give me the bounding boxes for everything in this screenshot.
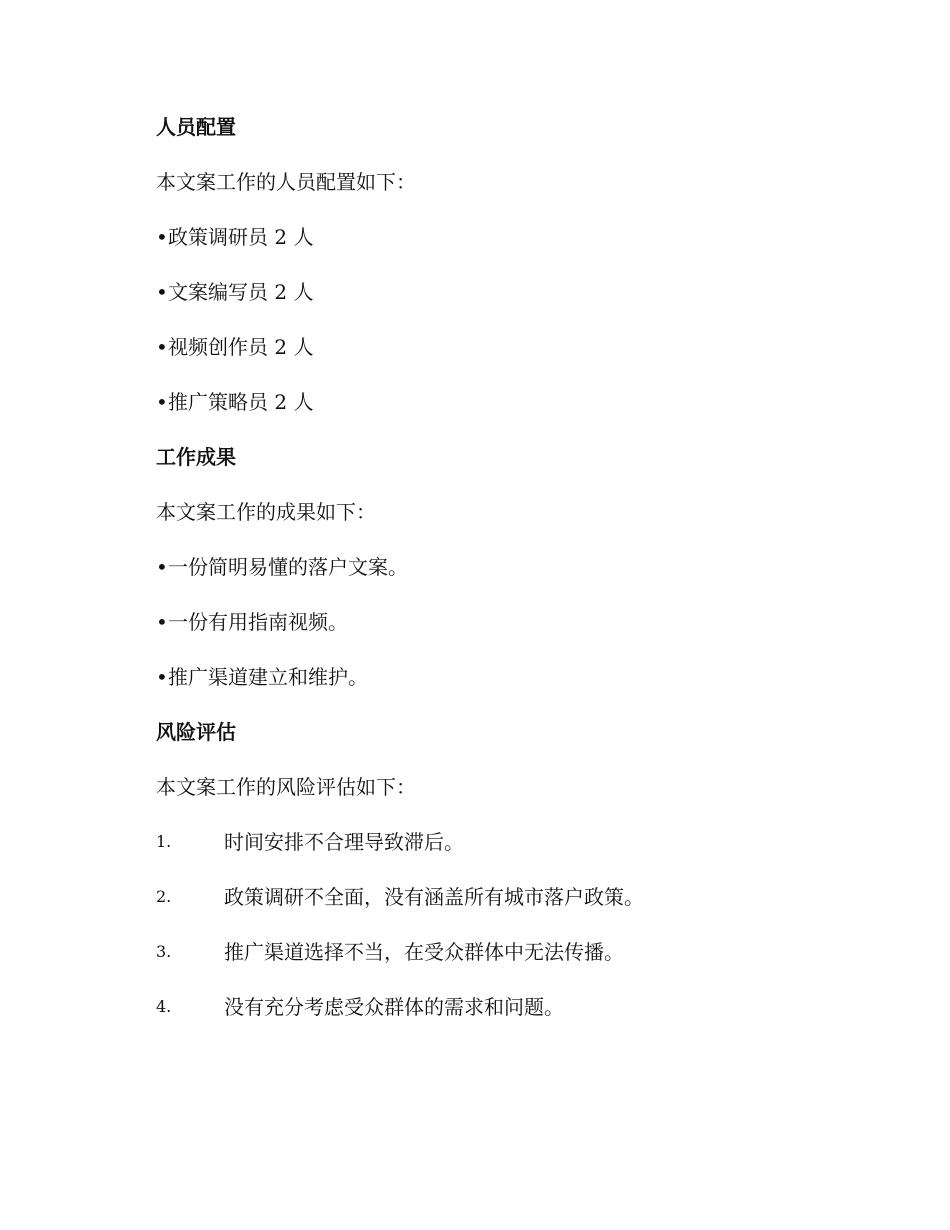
numbered-item (156, 988, 856, 1026)
numbered-item (156, 933, 856, 971)
section-heading-staffing: 人员配置 (156, 115, 236, 139)
item-number: 4. (156, 997, 172, 1016)
item-number: 1. (156, 832, 172, 851)
section-intro-staffing: 本文案工作的人员配置如下： (156, 170, 416, 194)
section-intro-risk: 本文案工作的风险评估如下： (156, 775, 416, 799)
list-item (156, 273, 856, 311)
list-item-text: 政策调研员 2 人 (168, 225, 314, 249)
bullet-icon: • (156, 280, 168, 304)
list-item-text: 一份有用指南视频。 (168, 610, 348, 634)
list-item (156, 603, 856, 641)
list-item (156, 548, 856, 586)
numbered-item-text: 时间安排不合理导致滞后。 (224, 830, 464, 854)
bullet-icon: • (156, 555, 168, 579)
list-item-text: 视频创作员 2 人 (168, 335, 314, 359)
numbered-item (156, 823, 856, 861)
bullet-icon: • (156, 665, 168, 689)
bullet-icon: • (156, 335, 168, 359)
list-item (156, 328, 856, 366)
numbered-item-text: 推广渠道选择不当，在受众群体中无法传播。 (224, 940, 624, 964)
list-item-text: 一份简明易懂的落户文案。 (168, 555, 408, 579)
list-item (156, 383, 856, 421)
document-body (156, 108, 856, 1043)
numbered-item-text: 政策调研不全面，没有涵盖所有城市落户政策。 (224, 885, 644, 909)
section-intro-results: 本文案工作的成果如下： (156, 500, 376, 524)
bullet-icon: • (156, 390, 168, 414)
list-item (156, 658, 856, 696)
numbered-item-text: 没有充分考虑受众群体的需求和问题。 (224, 995, 564, 1019)
list-item-text: 推广策略员 2 人 (168, 390, 314, 414)
list-item (156, 218, 856, 256)
section-heading-results: 工作成果 (156, 445, 236, 469)
bullet-icon: • (156, 225, 168, 249)
section-heading-risk: 风险评估 (156, 720, 236, 744)
bullet-icon: • (156, 610, 168, 634)
list-item-text: 推广渠道建立和维护。 (168, 665, 368, 689)
numbered-item (156, 878, 856, 916)
item-number: 3. (156, 942, 172, 961)
list-item-text: 文案编写员 2 人 (168, 280, 314, 304)
item-number: 2. (156, 887, 172, 906)
